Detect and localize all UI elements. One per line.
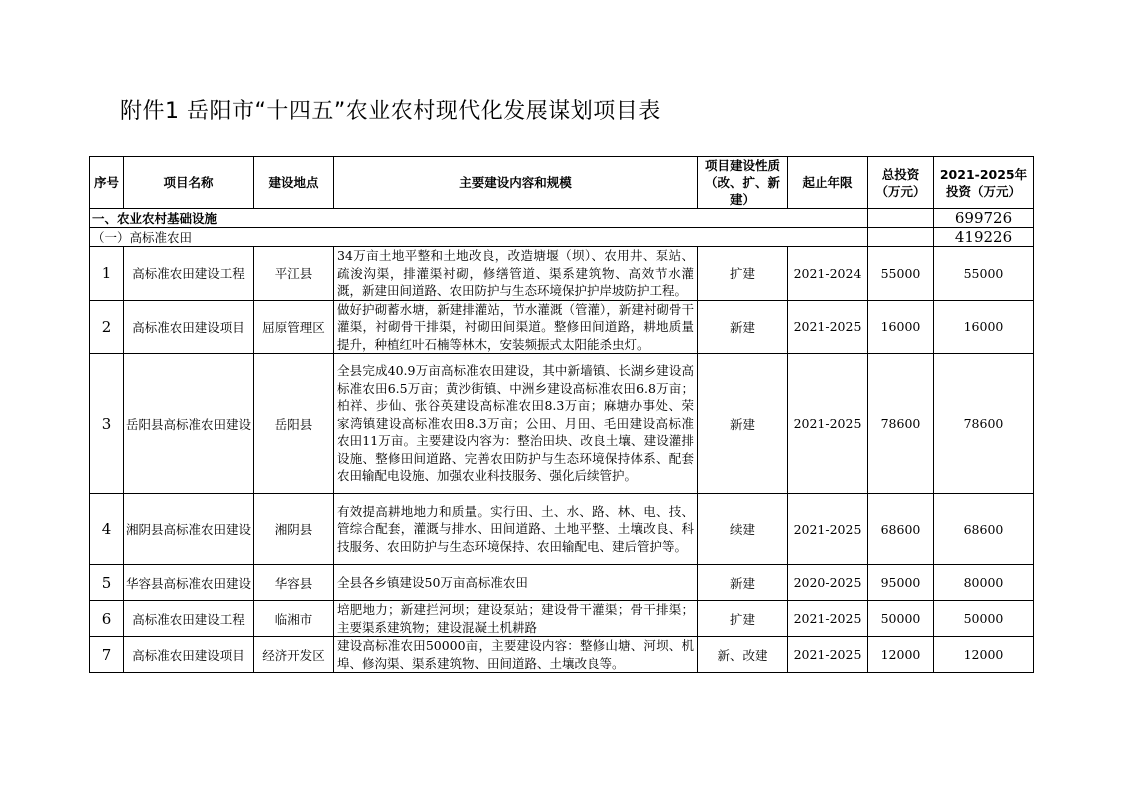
row-total: 78600 [868,354,934,494]
row-content: 34万亩土地平整和土地改良，改造塘堰（坝）、农用井、泵站、疏浚沟渠，排灌渠衬砌，修缮管道、渠系建筑物、高效节水灌溉，新建田间道路、农田防护与生态环境保护护岸坡防护工程。 [334,247,698,301]
row-location: 岳阳县 [254,354,334,494]
header-location: 建设地点 [254,157,334,209]
category-total [868,209,934,228]
row-total: 12000 [868,637,934,673]
header-content: 主要建设内容和规模 [334,157,698,209]
row-content: 做好护砌蓄水塘，新建排灌站，节水灌溉（管灌），新建衬砌骨干灌渠，衬砌骨干排渠，衬砌田间渠道。整修田间道路，耕地质量提升，种植红叶石楠等林木，安装频振式太阳能杀虫灯。 [334,300,698,354]
table-row [90,601,1034,637]
row-total: 68600 [868,494,934,565]
row-total: 50000 [868,601,934,637]
subcategory-row [90,228,1034,247]
row-total: 16000 [868,300,934,354]
row-invest: 78600 [934,354,1034,494]
row-invest: 55000 [934,247,1034,301]
row-invest: 68600 [934,494,1034,565]
header-invest: 2021-2025年投资（万元） [934,157,1034,209]
row-nature: 扩建 [698,601,788,637]
row-name: 高标准农田建设工程 [124,247,254,301]
row-content: 建设高标准农田50000亩，主要建设内容：整修山塘、河坝、机埠、修沟渠、渠系建筑物、田间道路、土壤改良等。 [334,637,698,673]
row-name: 华容县高标准农田建设 [124,565,254,601]
subcategory-invest: 419226 [934,228,1034,247]
row-content: 全县完成40.9万亩高标准农田建设，其中新墙镇、长湖乡建设高标准农田6.5万亩；黄沙街镇、中洲乡建设高标准农田6.8万亩；柏祥、步仙、张谷英建设高标准农田8.3万亩；麻塘办事处、荣家湾镇建设高标准农田8.3万亩；公田、月田、毛田建设高标准农田11万亩。主要建设内容为：整治田块、改良土壤、建设灌排设施、整修田间道路、完善农田防护与生态环境保持体系、配套农田输配电设施、加强农业科技服务、强化后续管护。 [334,354,698,494]
row-nature: 新建 [698,354,788,494]
row-content: 有效提高耕地地力和质量。实行田、土、水、路、林、电、技、管综合配套，灌溉与排水、田间道路、土地平整、土壤改良、科技服务、农田防护与生态环境保持、农田输配电、建后管护等。 [334,494,698,565]
header-name: 项目名称 [124,157,254,209]
row-nature: 新建 [698,300,788,354]
subcategory-label: （一）高标准农田 [90,228,868,247]
row-seq: 3 [90,354,124,494]
row-seq: 5 [90,565,124,601]
table-row [90,637,1034,673]
category-label: 一、农业农村基础设施 [90,209,868,228]
row-seq: 2 [90,300,124,354]
row-content: 培肥地力；新建拦河坝；建设泵站；建设骨干灌渠；骨干排渠；主要渠系建筑物；建设混凝土机耕路 [334,601,698,637]
table-row [90,300,1034,354]
row-location: 屈原管理区 [254,300,334,354]
row-name: 高标准农田建设工程 [124,601,254,637]
row-period: 2021-2024 [788,247,868,301]
row-name: 湘阴县高标准农田建设 [124,494,254,565]
header-period: 起止年限 [788,157,868,209]
row-total: 55000 [868,247,934,301]
row-content: 全县各乡镇建设50万亩高标准农田 [334,565,698,601]
row-name: 高标准农田建设项目 [124,300,254,354]
table-row [90,565,1034,601]
row-seq: 4 [90,494,124,565]
row-period: 2021-2025 [788,354,868,494]
row-invest: 50000 [934,601,1034,637]
project-table [89,156,1034,673]
header-total: 总投资（万元） [868,157,934,209]
row-invest: 80000 [934,565,1034,601]
header-seq: 序号 [90,157,124,209]
header-row [90,157,1034,209]
row-period: 2021-2025 [788,637,868,673]
row-location: 华容县 [254,565,334,601]
row-seq: 6 [90,601,124,637]
row-name: 高标准农田建设项目 [124,637,254,673]
table-row [90,354,1034,494]
category-row [90,209,1034,228]
header-nature: 项目建设性质（改、扩、新建） [698,157,788,209]
row-nature: 新、改建 [698,637,788,673]
row-seq: 7 [90,637,124,673]
row-period: 2021-2025 [788,494,868,565]
row-location: 临湘市 [254,601,334,637]
row-period: 2020-2025 [788,565,868,601]
row-location: 湘阴县 [254,494,334,565]
category-invest: 699726 [934,209,1034,228]
row-nature: 扩建 [698,247,788,301]
row-location: 平江县 [254,247,334,301]
page-title: 附件1 岳阳市“十四五”农业农村现代化发展谋划项目表 [120,99,661,124]
table-row [90,494,1034,565]
subcategory-total [868,228,934,247]
row-period: 2021-2025 [788,601,868,637]
row-location: 经济开发区 [254,637,334,673]
row-invest: 12000 [934,637,1034,673]
row-nature: 新建 [698,565,788,601]
row-seq: 1 [90,247,124,301]
row-period: 2021-2025 [788,300,868,354]
row-nature: 续建 [698,494,788,565]
row-invest: 16000 [934,300,1034,354]
table-row [90,247,1034,301]
row-total: 95000 [868,565,934,601]
row-name: 岳阳县高标准农田建设 [124,354,254,494]
